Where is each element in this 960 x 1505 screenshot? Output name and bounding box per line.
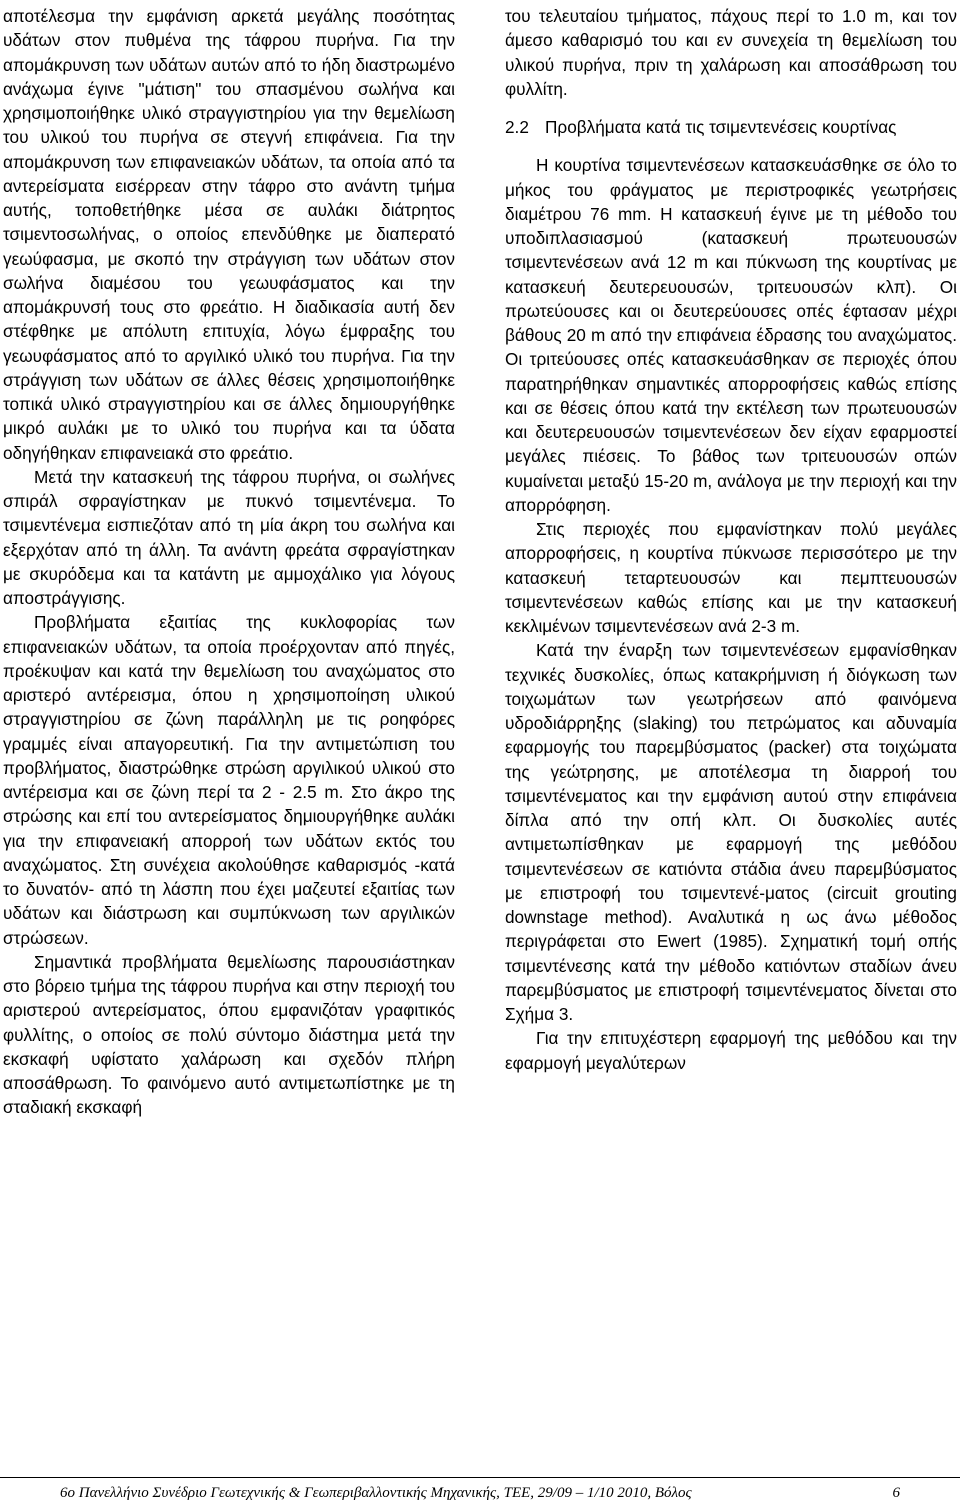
paragraph: αποτέλεσμα την εμφάνιση αρκετά μεγάλης ποσότητας υδάτων στον πυθμένα της τάφρου πυρήνα. Για την απομάκρυνση των υδάτων αυτών από το ήδη διαστρωμένο ανάχωμα έγινε "μάτιση" του σπασμένου σωλήνα και χρησιμοποιήθηκε υλικό στραγγιστηρίου για την θεμελίωση του υλικού του πυρήνα σε στεγνή επιφάνεια. Για την απομάκρυνση των επιφανειακών υδάτων, τα οποία από τα αντερείσματα εισέρρεαν στην τάφρο στο ανάντη τμήμα αυτής, τοποθετήθηκε μέσα σε αυλάκι διάτρητος τσιμεντοσωλήνας, ο οποίος επενδύθηκε με διαπερατό γεωύφασμα, με σκοπό την στράγγιση των υδάτων στον σωλήνα διαμέσου του γεωυφάσματος και την απομάκρυνσή τους στο φρεάτιο. Η διαδικασία αυτή δεν στέφθηκε με απόλυτη επιτυχία, λόγω έμφραξης του γεωυφάσματος από το αργιλικό υλικό του πυρήνα. Για την στράγγιση των υδάτων σε άλλες θέσεις χρησιμοποιήθηκε τοπικά υλικό στραγγιστηρίου και σε άλλες δημιουργήθηκε μικρό αυλάκι με το υλικό του πυρήνα και τα ύδατα οδηγήθηκαν επιφανειακά στο φρεάτιο. [3,6,455,463]
conference-citation: 6ο Πανελλήνιο Συνέδριο Γεωτεχνικής & Γεωπεριβαλλοντικής Μηχανικής, ΤΕΕ, 29/09 – 1/10 2010, Βόλος [60,1485,692,1501]
section-heading [505,115,957,139]
paragraph: του τελευταίου τμήματος, πάχους περί το 1.0 m, και τον άμεσο καθαρισμό του και εν συνεχεία τη θεμελίωση του υλικού πυρήνα, πριν τη χαλάρωση και αποσάθρωση του φυλλίτη. [505,6,957,99]
paragraph: Μετά την κατασκευή της τάφρου πυρήνα, οι σωλήνες σπιράλ σφραγίστηκαν με πυκνό τσιμεντένεμα. Το τσιμεντένεμα εισπιεζόταν από τη μία άκρη του σωλήνα και εξερχόταν από τη άλλη. Τα ανάντη φρεάτα σφραγίστηκαν με σκυρόδεμα και τα κατάντη με αμμοχάλικο για λόγους αποστράγγισης. [3,466,455,608]
right-column [505,4,957,1075]
paragraph: Σημαντικά προβλήματα θεμελίωσης παρουσιάστηκαν στο βόρειο τμήμα της τάφρου πυρήνα και στην περιοχή του αριστερού αντερείσματος, όπου εμφανιζόταν γραφιτικός φυλλίτης, ο οποίος σε πολύ σύντομο διάστημα μετά την εκσκαφή υφίστατο χαλάρωση και σχεδόν πλήρη αποσάθρωση. Το φαινόμενο αυτό αντιμετωπίστηκε με τη σταδιακή εκσκαφή [3,951,455,1118]
page-footer [60,1483,900,1503]
footer-rule [0,1477,960,1478]
paragraph: Κατά την έναρξη των τσιμεντενέσεων εμφανίσθηκαν τεχνικές δυσκολίες, όπως κατακρήμνιση ή διόγκωση των τοιχωμάτων των γεωτρήσεων από φαινόμενα υδροδιάρρηξης (slaking) του πετρώματος και αδυναμία εφαρμογής του παρεμβύσματος (packer) στα τοιχώματα της γεώτρησης, με αποτέλεσμα τη διαρροή του τσιμεντένεματος και την εμφάνιση αυτού στην επιφάνεια δίπλα από την οπή κλπ. Οι δυσκολίες αυτές αντιμετωπίσθηκαν με εφαρμογή της μεθόδου τσιμεντενέσεων σε κατιόντα στάδια άνευ παρεμβύσματος με επιστροφή του τσιμεντενέ-ματος (circuit grouting downstage method). Αναλυτικά η ως άνω μέθοδος περιγράφεται στο Ewert (1985). Σχηματική τομή οπής τσιμεντένεσης κατά την μέθοδο κατιόντων σταδίων άνευ παρεμβύσματος με επιστροφή τσιμεντένεματος δίνεται στο Σχήμα 3. [505,640,957,1024]
section-number: 2.2 [505,117,529,137]
page-number: 6 [892,1485,900,1501]
left-column [3,4,455,1120]
paragraph: Η κουρτίνα τσιμεντενέσεων κατασκευάσθηκε σε όλο το μήκος του φράγματος με περιστροφικές γεωτρήσεις διαμέτρου 76 mm. Η κατασκευή έγινε με τη μέθοδο του υποδιπλασιασμού (κατασκευή πρωτευουσών τσιμεντενέσεων ανά 12 m και πύκνωση της κουρτίνας με κατασκευή δευτερευουσών, τριτευουσών κλπ). Οι πρωτεύουσες και οι δευτερεύουσες οπές έφτασαν μέχρι βάθους 20 m από την επιφάνεια έδρασης του αναχώματος. Οι τριτεύουσες οπές κατασκευάσθηκαν σε περιοχές όπου παρατηρήθηκαν σημαντικές απορροφήσεις καθώς επίσης και σε θέσεις όπου κατά την εκτέλεση των πρωτευουσών και δευτερευουσών τσιμεντενέσεων δεν είχαν εφαρμοστεί μεγάλες πιέσεις. Το βάθος των τριτευουσών οπών κυμαίνεται μεταξύ 15-20 m, ανάλογα με την περιοχή και την απορρόφηση. [505,155,957,515]
paragraph: Για την επιτυχέστερη εφαρμογή της μεθόδου και την εφαρμογή μεγαλύτερων [505,1028,957,1073]
paragraph: Στις περιοχές που εμφανίστηκαν πολύ μεγάλες απορροφήσεις, η κουρτίνα πύκνωσε περισσότερο με την κατασκευή τεταρτευουσών και πεμπτευουσών τσιμεντενέσεων καθώς επίσης και με την κατασκευή κεκλιμένων τσιμεντενέσεων ανά 2-3 m. [505,519,957,636]
section-title: Προβλήματα κατά τις τσιμεντενέσεις κουρτίνας [545,117,897,137]
paragraph: Προβλήματα εξαιτίας της κυκλοφορίας των επιφανειακών υδάτων, τα οποία προέρχονταν από πηγές, προέκυψαν και κατά την θεμελίωση του αναχώματος στο αριστερό αντέρεισμα, όπου η χρησιμοποίηση υλικού στραγγιστηρίου σε ζώνη παράλληλη με τις ροηφόρες γραμμές είναι απαγορευτική. Για την αντιμετώπιση του προβλήματος, διαστρώθηκε στρώση αργιλικού υλικού στο αντέρεισμα και σε ζώνη περί τα 2 - 2.5 m. Στο άκρο της στρώσης και επί του αντερείσματος δημιουργήθηκε αυλάκι για την επιφανειακή απορροή των υδάτων εκτός του αναχώματος. Στη συνέχεια ακολούθησε καθαρισμός -κατά το δυνατόν- από τη λάσπη που έχει μαζευτεί εξαιτίας των υδάτων και διάστρωση και συμπύκνωση των αργιλικών στρώσεων. [3,612,455,948]
